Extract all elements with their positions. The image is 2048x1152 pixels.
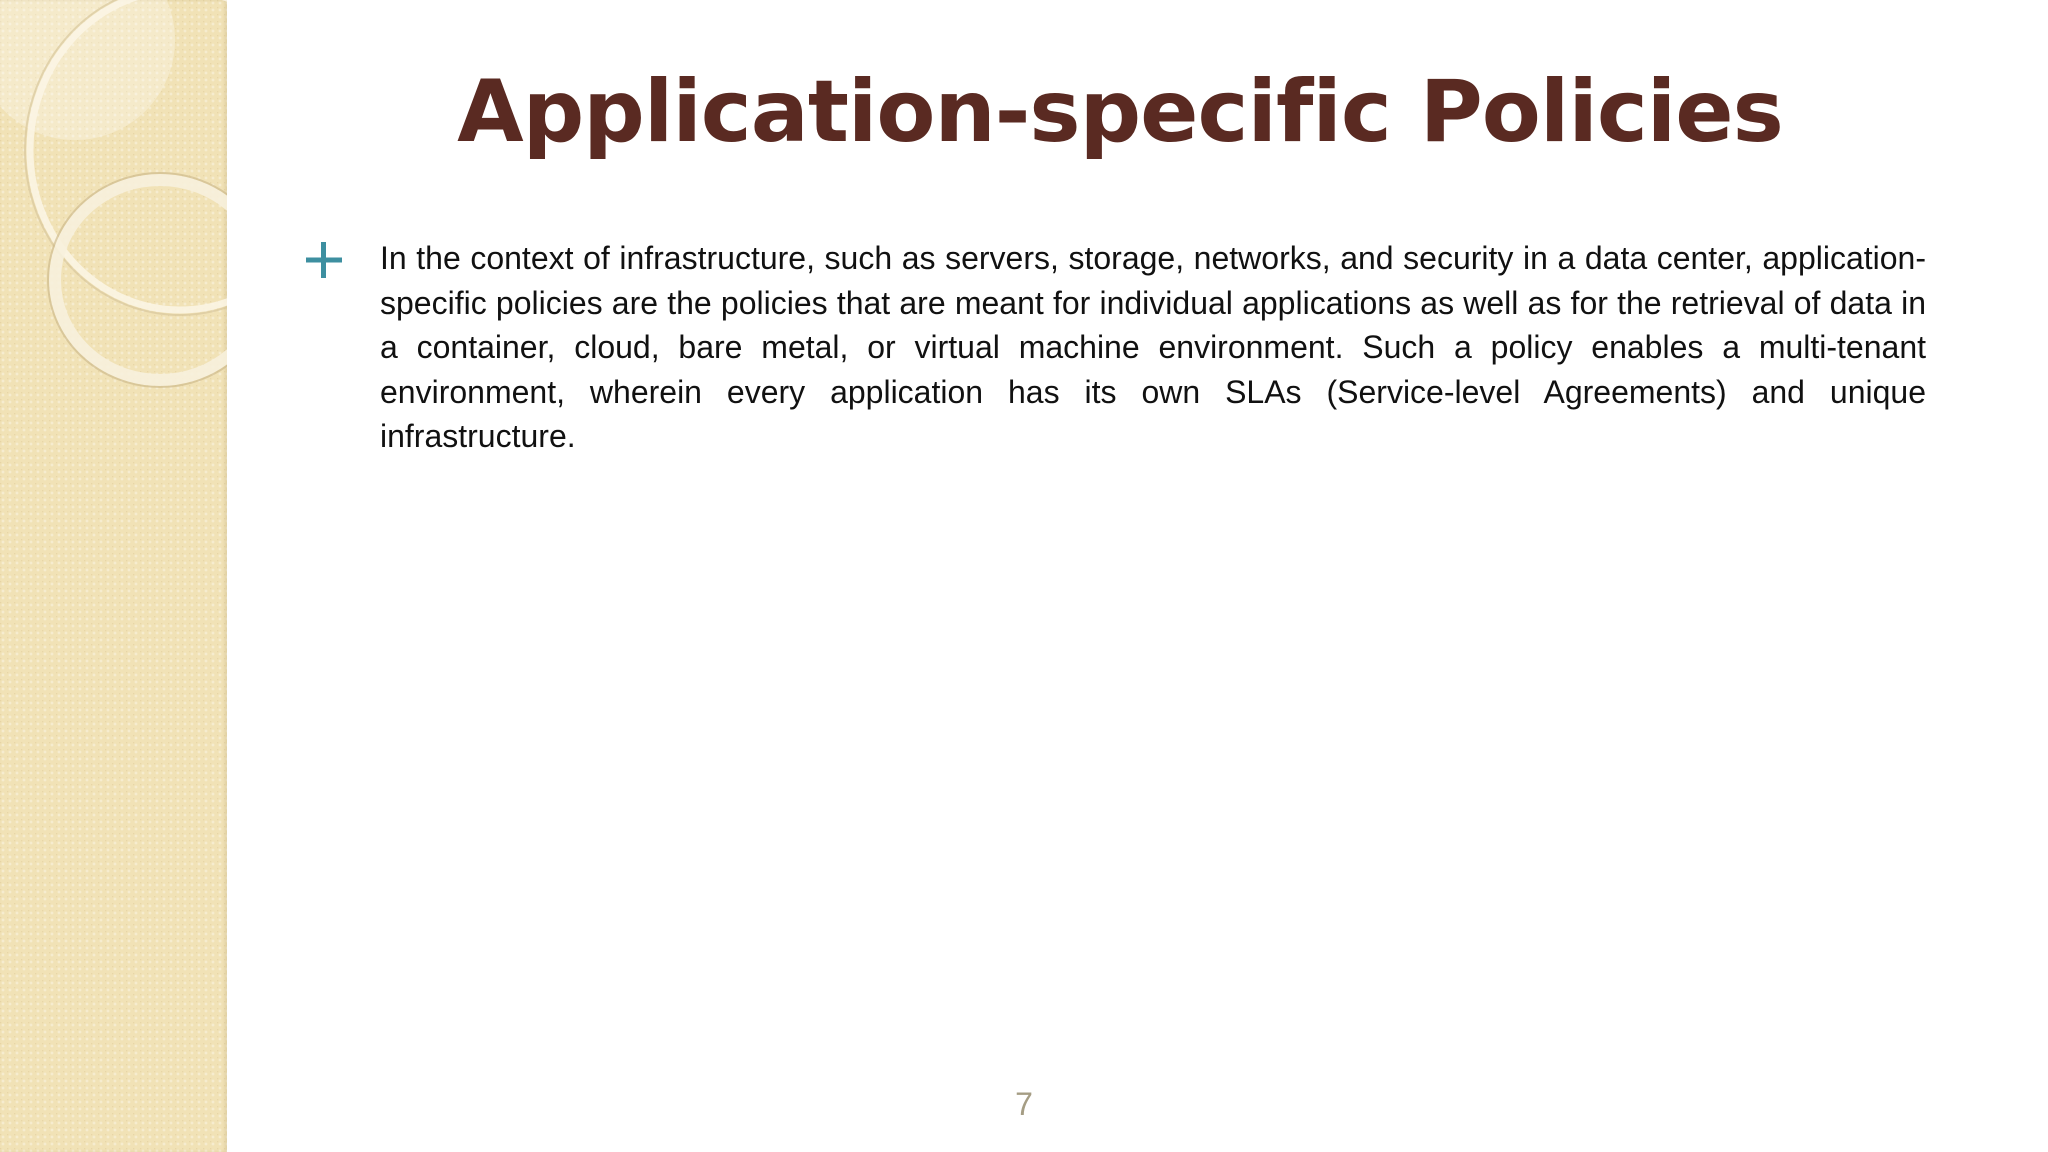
decorative-rings-icon: [0, 0, 227, 1152]
page-title: Application-specific Policies: [457, 62, 1783, 162]
page-number: 7: [1015, 1086, 1033, 1122]
decorative-side-panel: [0, 0, 227, 1152]
bullet-text: In the context of infrastructure, such as servers, storage, networks, and security in a data center, application-specific policies are the policies that are meant for individual applications as well as for the retrieval of data in a container, cloud, bare metal, or virtual machine environment. Such a policy enables a multi-tenant environment, wherein every application has its own SLAs (Service-level Agreements) and unique infrastructure.: [380, 240, 1926, 454]
plus-icon: [302, 238, 346, 282]
